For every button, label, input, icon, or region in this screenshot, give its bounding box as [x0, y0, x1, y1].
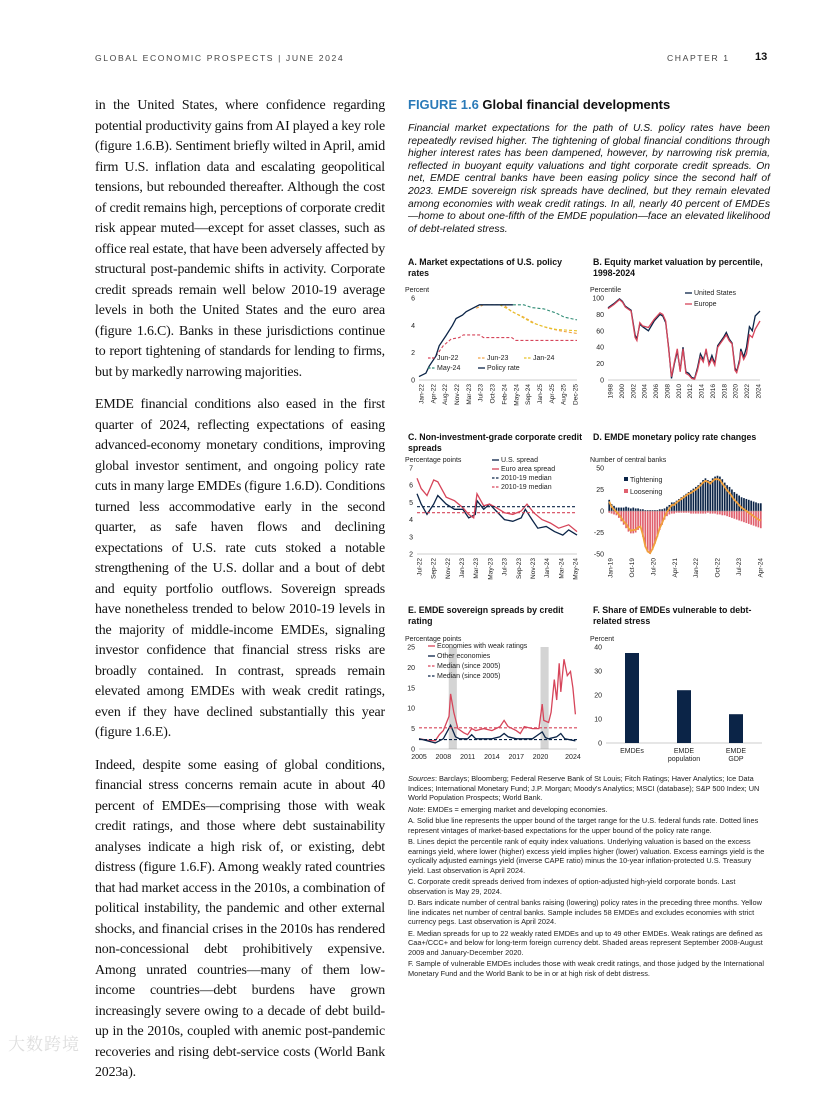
legend-label: Tightening: [630, 477, 663, 484]
y-tick-label: 0: [600, 508, 604, 516]
panel-b-chart: [588, 282, 768, 414]
loosening-bar: [652, 511, 654, 550]
tightening-bar: [750, 501, 752, 511]
loosening-bar: [700, 511, 702, 514]
legend-label: Jan-24: [533, 355, 555, 362]
x-tick-label: 2016: [709, 384, 717, 399]
loosening-bar: [743, 511, 745, 522]
y-axis-unit-label: Percentage points: [405, 636, 462, 643]
x-tick-label: 2012: [687, 384, 695, 399]
loosening-bar: [721, 511, 723, 515]
loosening-bar: [611, 511, 613, 514]
y-tick-label: 2: [411, 350, 415, 358]
x-tick-label: Jan-22: [693, 558, 701, 578]
loosening-bar: [729, 511, 731, 517]
x-tick-label: 2020: [732, 384, 740, 399]
y-tick-label: 40: [596, 344, 604, 352]
loosening-bar: [702, 511, 704, 514]
x-tick-label: Apr-24: [757, 558, 765, 578]
figure-number: FIGURE 1.6: [408, 97, 479, 112]
loosening-bar: [705, 511, 707, 514]
x-tick-label: Oct-19: [628, 558, 636, 578]
x-tick-label: 2006: [653, 384, 661, 399]
x-tick-label: Oct-22: [714, 558, 722, 578]
tightening-bar: [748, 500, 750, 511]
tightening-bar: [729, 487, 731, 511]
x-tick-label: Aug-25: [560, 384, 568, 405]
y-tick-label: 20: [596, 361, 604, 369]
tightening-bar: [618, 508, 620, 511]
loosening-bar: [709, 511, 711, 514]
watermark-logo: 大数跨境: [8, 1035, 80, 1054]
tightening-bar: [753, 502, 755, 511]
y-tick-label: 6: [409, 482, 413, 490]
x-tick-label: Dec-25: [572, 384, 580, 405]
tightening-bar: [620, 508, 622, 511]
y-tick-label: 5: [409, 499, 413, 507]
legend-swatch: [624, 489, 628, 493]
panel-e-title: E. EMDE sovereign spreads by credit rating: [408, 605, 564, 626]
legend-label: Euro area spread: [501, 466, 556, 473]
y-tick-label: 10: [594, 716, 602, 724]
body-text: [95, 96, 385, 1096]
paragraph: in the United States, where confidence regarding potential productivity gains from AI played a key role (figure 1.6.B). Sentiment briefly wilted in April, amid firm U.S. inflation data and escalating geopolitical tensions, but rebounded thereafter. Although the cost of credit remains high, perceptions of corporate credit risk appear muted—except for asset classes, such as office real estate, that have been adversely affected by structural post-pandemic shifts in activity. Corporate credit spreads remain well below 2010-19 average levels in both the United States and the euro area (figure 1.6.C). Banks in these jurisdictions continue to report tightening of standards for lending to firms, but by markedly narrowing majorities.: [95, 98, 385, 380]
x-tick-label: Sep-22: [430, 558, 438, 579]
note-c: C. Corporate credit spreads derived from indexes of option-adjusted high-yield corporate bonds. Last observation is May 29, 2024.: [408, 877, 736, 896]
tightening-bar: [707, 480, 709, 511]
x-tick-label: Nov-23: [529, 558, 537, 579]
tightening-bar: [625, 507, 627, 511]
x-tick-label: May-24: [513, 384, 521, 406]
x-tick-label: 2024: [565, 754, 581, 761]
loosening-bar: [738, 511, 740, 520]
tightening-bar: [664, 508, 666, 511]
y-tick-label: 0: [411, 377, 415, 385]
x-tick-label: Sep-24: [525, 384, 533, 405]
y-tick-label: 7: [409, 465, 413, 473]
loosening-bar: [731, 511, 733, 518]
loosening-bar: [697, 511, 699, 514]
x-tick-label: 2005: [411, 754, 427, 761]
y-tick-label: 40: [594, 644, 602, 652]
x-tick-label: Apr-21: [671, 558, 679, 578]
x-category-label: GDP: [728, 756, 744, 763]
tightening-bar: [758, 503, 760, 511]
legend-label: Policy rate: [487, 365, 520, 372]
tightening-bar: [632, 508, 634, 511]
tightening-bar: [746, 499, 748, 511]
legend-label: Other economies: [437, 653, 491, 660]
x-tick-label: 2011: [460, 754, 476, 761]
x-tick-label: Apr-25: [548, 384, 556, 404]
legend-label: Median (since 2005): [437, 673, 501, 680]
x-tick-label: 2022: [744, 384, 752, 399]
tightening-bar: [623, 508, 625, 511]
y-tick-label: 25: [596, 487, 604, 494]
x-tick-label: 2008: [435, 754, 452, 761]
legend-label: 2010-19 median: [501, 475, 552, 482]
note-label: Note: [408, 804, 424, 814]
chapter-label: CHAPTER 1: [667, 53, 730, 63]
loosening-bar: [733, 511, 735, 519]
panel-a-chart: [403, 282, 583, 414]
tightening-bar: [630, 508, 632, 511]
y-axis-unit-label: Number of central banks: [590, 457, 667, 464]
loosening-bar: [726, 511, 728, 516]
tightening-bar: [760, 503, 762, 511]
y-tick-label: 4: [411, 322, 415, 330]
y-tick-label: 60: [596, 328, 604, 336]
figure-caption: Financial market expectations for the path of U.S. policy rates have been repeatedly revised higher. The tightening of global financial conditions through higher interest rates has been dampened, however, by narrowing risk premia, reflected in buoyant equity valuations and tight corporate credit spreads. On net, EMDE central banks have been easing policy since the second half of 2023. EMDE sovereign risk spreads have declined, but they remain elevated among economies with weak credit ratings. In all, nearly 40 percent of EMDEs—home to about one-fifth of the EMDE population—face an elevated likelihood of debt-related stress.: [408, 123, 770, 235]
sources-label: Sources: [408, 774, 435, 783]
series-line-economies-with-weak-ratings: [419, 659, 575, 741]
paragraph: Indeed, despite some easing of global conditions, financial stress concerns remain acute in about 40 percent of EMDEs—comprising those with weak credit ratings, and those where debt sustainability analyses indicate a high risk of, or existing, debt distress (figure 1.6.F). Among weakly rated countries that had market access in the 2010s, a combination of political instability, the pandemic and other external shocks, and financial crises in the 2010s has rendered non-concessional debt prohibitively expensive. Among unrated countries—many of them low-income countries—debt burdens have grown increasingly severe owing to a decade of debt build-up in the 2010s, coupled with anemic post-pandemic recoveries and rising debt-service costs (World Bank 2023a).: [95, 757, 385, 1080]
note-d: D. Bars indicate number of central banks raising (lowering) policy rates in the preceding three months. Yellow line indicates net number of central banks. Sample includes 58 EMDEs and excludes economies with strict currency pegs. Last observation is April 2024.: [408, 898, 762, 926]
x-category-label: EMDEs: [620, 748, 644, 755]
loosening-bar: [753, 511, 755, 526]
x-tick-label: Jan-23: [459, 558, 467, 578]
y-axis-unit-label: Percent: [405, 287, 430, 294]
running-header: GLOBAL ECONOMIC PROSPECTS | JUNE 2024: [95, 53, 345, 63]
x-tick-label: 2020: [532, 754, 549, 761]
panel-c-chart: [403, 456, 583, 590]
x-tick-label: Jul-22: [416, 558, 424, 576]
legend-swatch: [624, 477, 628, 481]
x-tick-label: Jan-22: [418, 384, 426, 404]
y-tick-label: 10: [407, 705, 415, 713]
bar-emdes: [625, 653, 639, 743]
loosening-bar: [714, 511, 716, 514]
loosening-bar: [690, 511, 692, 514]
x-tick-label: Nov-22: [444, 558, 452, 579]
y-axis-unit-label: Percentage points: [405, 457, 462, 464]
y-tick-label: 20: [407, 664, 415, 672]
sources-text: : Barclays; Bloomberg; Federal Reserve Bank of St Louis; Fitch Ratings; Haver Analytics; Ice Data Indices; International Monetary Fund; J.P. Morgan; Moody's Analytics; MSCI (database); S&P 500 Index; UN World Population Prospects; World Bank.: [408, 774, 760, 802]
x-tick-label: Feb-24: [501, 384, 509, 405]
y-axis-unit-label: Percentile: [590, 287, 622, 294]
legend-label: U.S. spread: [501, 457, 538, 464]
panel-a-title: A. Market expectations of U.S. policy rates: [408, 257, 562, 278]
x-tick-label: 2000: [618, 384, 626, 399]
series-line-euro-area-spread: [417, 478, 577, 531]
tightening-bar: [717, 476, 719, 511]
legend-label: United States: [694, 290, 737, 297]
tightening-bar: [712, 478, 714, 511]
bar-emde-gdp: [729, 714, 743, 743]
note-text: : EMDEs = emerging market and developing economies.: [423, 804, 608, 814]
figure-title: [408, 97, 670, 112]
loosening-bar: [695, 511, 697, 514]
figure-notes: [408, 774, 770, 980]
note-e: E. Median spreads for up to 22 weakly rated EMDEs and up to 49 other EMDEs. Weak ratings are defined as Caa+/CCC+ and below for long-term foreign currency debt. Shaded areas represent September 2008-August 2009 and January-December 2020.: [408, 928, 763, 957]
legend-label: May-24: [437, 365, 461, 372]
x-tick-label: Jul-23: [477, 384, 485, 402]
x-tick-label: May-24: [572, 558, 580, 580]
x-tick-label: Nov-22: [454, 384, 462, 405]
panel-c-title: C. Non-investment-grade corporate credit spreads: [408, 432, 583, 453]
x-tick-label: Mar-24: [558, 558, 566, 579]
y-tick-label: 0: [598, 740, 602, 748]
x-tick-label: Jul-23: [501, 558, 509, 576]
panel-b-title: B. Equity market valuation by percentile, 1998-2024: [593, 257, 763, 278]
legend-label: Europe: [694, 301, 717, 308]
y-tick-label: 30: [594, 668, 602, 676]
y-tick-label: 15: [407, 685, 415, 693]
y-tick-label: 3: [409, 534, 413, 542]
y-tick-label: 20: [594, 692, 602, 700]
y-tick-label: 100: [592, 295, 604, 303]
y-tick-label: 6: [411, 295, 415, 303]
x-tick-label: 2010: [675, 384, 683, 399]
loosening-bar: [613, 511, 615, 514]
x-tick-label: 2004: [641, 384, 649, 399]
figure-title-text: Global financial developments: [482, 97, 671, 112]
tightening-bar: [714, 477, 716, 511]
loosening-bar: [671, 511, 673, 514]
x-category-label: EMDE: [673, 748, 695, 755]
panel-e-chart: [403, 631, 583, 765]
x-tick-label: 2014: [484, 754, 500, 761]
page-number: 13: [755, 51, 768, 63]
y-tick-label: 50: [596, 465, 604, 473]
x-tick-label: 2002: [630, 384, 638, 399]
series-line-jun-22: [436, 335, 577, 356]
legend-label: Median (since 2005): [437, 663, 501, 670]
x-tick-label: 1998: [607, 384, 615, 399]
tightening-bar: [755, 502, 757, 511]
y-tick-label: 0: [411, 746, 415, 754]
x-tick-label: Aug-22: [442, 384, 450, 405]
bar-emde-population: [677, 690, 691, 743]
tightening-bar: [731, 490, 733, 512]
x-tick-label: May-23: [487, 558, 495, 580]
note-f: F. Sample of vulnerable EMDEs includes those with weak credit ratings, and those judged by the International Monetary Fund and the World Bank to be in or at high risk of debt distress.: [408, 959, 764, 978]
x-tick-label: Mar-23: [473, 558, 481, 579]
x-tick-label: Apr-22: [430, 384, 438, 404]
x-tick-label: Mar-23: [465, 384, 473, 405]
x-tick-label: Sep-23: [515, 558, 523, 579]
loosening-bar: [736, 511, 738, 520]
abbrev-note: [408, 805, 770, 815]
x-tick-label: Jul-23: [736, 558, 744, 576]
legend-label: Loosening: [630, 489, 663, 496]
y-tick-label: 80: [596, 311, 604, 319]
tightening-bar: [705, 478, 707, 511]
series-line-u-s-spread: [417, 494, 577, 535]
x-tick-label: Jan-19: [607, 558, 615, 578]
legend-label: Economies with weak ratings: [437, 643, 528, 650]
y-tick-label: 2: [409, 551, 413, 559]
loosening-bar: [719, 511, 721, 514]
x-tick-label: 2014: [698, 384, 706, 399]
panel-f-chart: [588, 631, 768, 765]
loosening-bar: [649, 511, 651, 554]
x-tick-label: 2024: [755, 384, 763, 399]
y-tick-label: 4: [409, 517, 413, 525]
y-tick-label: -25: [593, 530, 604, 537]
loosening-bar: [669, 511, 671, 514]
x-category-label: population: [667, 756, 701, 763]
y-tick-label: 0: [600, 377, 604, 385]
loosening-bar: [673, 511, 675, 514]
note-a: A. Solid blue line represents the upper bound of the target range for the U.S. federal funds rate. Dotted lines represent vintages of market-based expectations for the upper bound of the policy rate range.: [408, 816, 759, 835]
tightening-bar: [637, 508, 639, 511]
x-tick-label: Oct-23: [489, 384, 497, 404]
tightening-bar: [709, 481, 711, 511]
y-tick-label: -50: [593, 551, 604, 559]
y-axis-unit-label: Percent: [590, 636, 615, 643]
y-tick-label: 25: [407, 644, 415, 652]
y-tick-label: 5: [411, 726, 415, 734]
note-b: B. Lines depict the percentile rank of equity index valuations. Underlying valuation is based on the excess earnings yield, where lower (higher) excess yield implies higher (lower) valuation. Excess earnings yield is the cyclically adjusted earnings yield (inverse CAPE ratio) minus the 10-year inflation-protected U.S. Treasury yield. Last observation is April 2024.: [408, 837, 765, 875]
x-tick-label: 2008: [664, 384, 672, 399]
sources-note: [408, 774, 770, 803]
x-tick-label: 2017: [508, 754, 525, 761]
x-category-label: EMDE: [725, 748, 747, 755]
loosening-bar: [693, 511, 695, 514]
paragraph: EMDE financial conditions also eased in the first quarter of 2024, reflecting expectations of easing advanced-economy monetary conditions, improving global investor sentiment, and ongoing policy rate cuts in many large EMDEs (figure 1.6.D). Conditions turned less accommodative early in the second quarter, as safe haven flows and declining expectations of U.S. rate cuts stoked a notable strengthening of the U.S. dollar and a bout of debt and equity portfolio outflows. Sovereign spreads have nonetheless trended to below 2010-19 levels in the majority of middle-income EMDEs, signaling investor confidence that financial stress risks are broadly contained. In contrast, spreads remain elevated among EMDEs with weak credit ratings, even if they have declined substantially this year (figure 1.6.E).: [95, 397, 385, 740]
loosening-bar: [717, 511, 719, 514]
tightening-bar: [635, 508, 637, 511]
legend-label: Jun-22: [437, 355, 459, 362]
x-tick-label: 2018: [721, 384, 729, 399]
panel-d-title: D. EMDE monetary policy rate changes: [593, 432, 757, 442]
loosening-bar: [647, 511, 649, 552]
panel-f-title: F. Share of EMDEs vulnerable to debt-related stress: [593, 605, 752, 626]
x-tick-label: Jul-20: [650, 558, 658, 576]
shaded-period: [541, 647, 549, 749]
loosening-bar: [724, 511, 726, 515]
legend-label: 2010-19 median: [501, 484, 552, 491]
legend-label: Jun-23: [487, 355, 509, 362]
tightening-bar: [702, 480, 704, 511]
x-tick-label: Jan-24: [544, 558, 552, 578]
x-tick-label: Jan-25: [536, 384, 544, 404]
loosening-bar: [712, 511, 714, 514]
loosening-bar: [746, 511, 748, 523]
loosening-bar: [741, 511, 743, 521]
tightening-bar: [628, 508, 630, 511]
panel-d-chart: [588, 456, 768, 590]
